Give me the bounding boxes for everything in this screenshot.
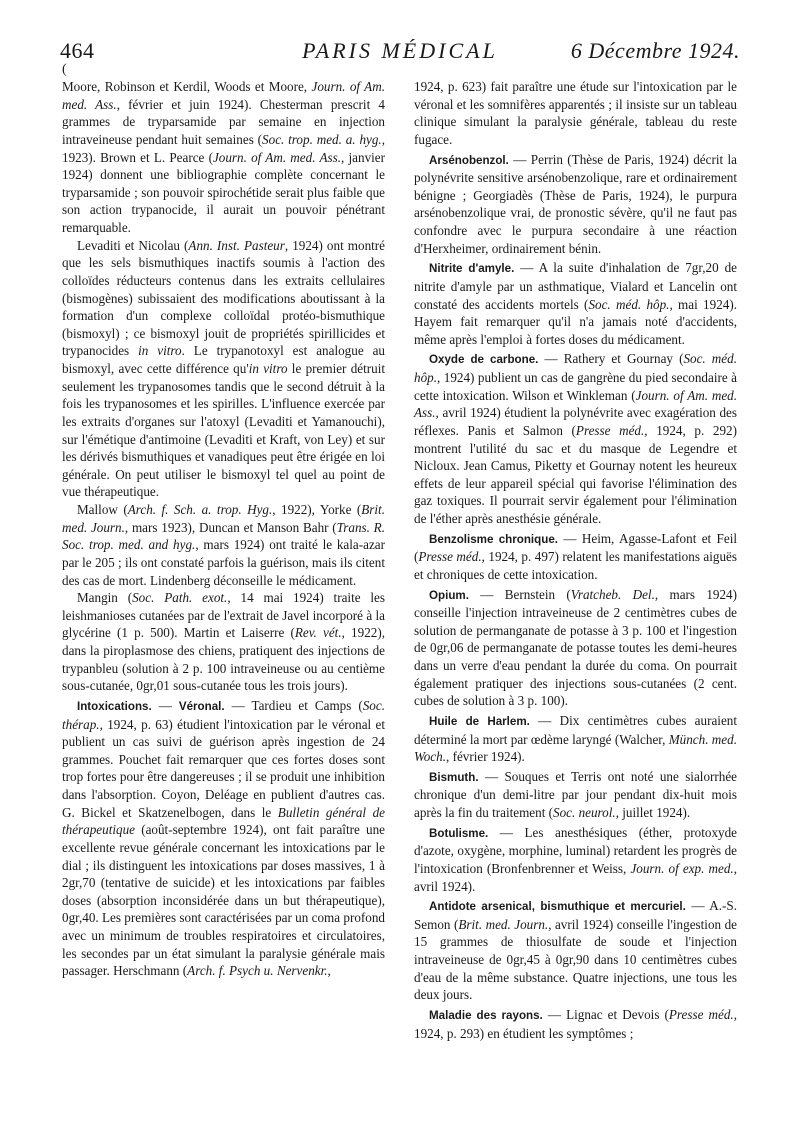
journal-title: PARIS MÉDICAL <box>302 38 498 63</box>
subsection-heading: Nitrite d'amyle. <box>429 262 515 276</box>
paragraph-nitrite-amyle: Nitrite d'amyle. — A la suite d'inhalation de 7gr,20 de nitrite d'amyle par un asthmatique, Vialard et Lancelin ont constaté des accidents mortels (Soc. méd. hôp., mai 1924). Hayem fait remarquer qu'il n'a jamais noté d'accidents, même après l'emploi à fortes doses du médicament. <box>414 260 737 347</box>
stray-mark: ( <box>62 62 67 77</box>
paragraph-bismoxyl: Levaditi et Nicolau (Ann. Inst. Pasteur, 1924) ont montré que les sels bismuthiques inactifs soumis à l'action des colloïdes réducteurs contenus dans les extraits cellulaires (bismogènes) subissaient des modifications aboutissant à la formation d'un complexe colloïdal protéo-bismuthique (bismoxyl) ; ce bismoxyl jouit de propriétés spirillicides et trypanocides in vitro. Le trypanotoxyl est analogue au bismoxyl, avec cette différence qu'in vitro le premier détruit seulement les trypanosomes tandis que le second détruit à la fois les trypanosomes et les spirilles. L'influence exercée par les extraits d'organes sur l'atoxyl (Levaditi et Yamanouchi), sur l'émétique d'antimoine (Levaditi et Kraft, von Ley) et sur les dérivés bismuthiques et vanadiques peut être érigée en loi générale. On peut utiliser le bismoxyl tel quel au point de vue thérapeutique. <box>62 237 386 500</box>
subsection-heading: Huile de Harlem. <box>429 714 530 728</box>
paragraph-kala-azar: Mallow (Arch. f. Sch. a. trop. Hyg., 1922), Yorke (Brit. med. Journ., mars 1923), Duncan et Manson Bahr (Trans. R. Soc. trop. med. and hyg., mars 1924) ont traité le kala-azar par le 205 ; ils ont constaté parfois la guérison, mais ils citent des cas de mort. Lindenberg déconseille le médicament. <box>62 502 385 588</box>
subsection-heading: Opium. <box>429 588 469 602</box>
paragraph-bismuth: Bismuth. — Souques et Terris ont noté une sialorrhée chronique d'un demi-litre par jour pendant dix-huit mois après la fin du traitement (Soc. neurol., juillet 1924). <box>414 768 737 820</box>
paragraph-tryparsamide: Moore, Robinson et Kerdil, Woods et Moore, Journ. of Am. med. Ass., février et juin 1924). Chesterman prescrit 4 grammes de tryparsamide par semaine en injection intraveineuse pendant huit semaines (Soc. trop. med. a. hyg., 1923). Brown et L. Pearce (Journ. of Am. med. Ass., janvier 1924) donnent une bibliographie complète concernant le tryparsamide ; son pouvoir spirochétide serait plus faible que son action trypanocide, il aurait un pouvoir pénétrant remarquable. <box>62 79 386 235</box>
page-number: 464 <box>60 38 95 63</box>
subsection-heading: Benzolisme chronique. <box>429 532 558 546</box>
paragraph-antidote: Antidote arsenical, bismuthique et mercuriel. — A.-S. Semon (Brit. med. Journ., avril 1924) conseille l'ingestion de 15 grammes de thiosulfate de soude et l'injection intraveineuse de 0gr,45 à 0gr,90 dans 10 centimètres cubes d'eau de la même substance. Quatre injections, une tous les deux jours. <box>414 898 737 1003</box>
subsection-heading: Arsénobenzol. <box>429 153 509 167</box>
section-heading: Intoxications. <box>77 699 152 713</box>
paragraph-continuation: 1924, p. 623) fait paraître une étude sur l'intoxication par le véronal et les somnifères apparentés ; il insiste sur un tableau clinique simulant la paralysie générale, tableau du reste fugace. <box>414 79 737 147</box>
subsection-heading: Véronal. <box>178 699 225 713</box>
subsection-heading: Botulisme. <box>429 826 489 840</box>
paragraph-botulisme: Botulisme. — Les anesthésiques (éther, protoxyde d'azote, oxygène, morphine, luminal) retardent les progrès de l'intoxication (Bronfenbrenner et Weiss, Journ. of exp. med., avril 1924). <box>414 824 737 894</box>
paragraph-opium: Opium. — Bernstein (Vratcheb. Del., mars 1924) conseille l'injection intraveineuse de 2 centimètres cubes de solution de permanganate de potasse à 3 p. 100 et l'ingestion de 0gr,06 de permanganate de potasse toutes les demi-heures dans un verre d'eau pendant la durée du coma. On pourrait également pratiquer des injections sous-cutanées (2 cent. cubes de solution à 3 p. 100). <box>414 586 737 709</box>
subsection-heading: Antidote arsenical, bismuthique et mercuriel. <box>429 900 686 914</box>
paragraph-arsenobenzol: Arsénobenzol. — Perrin (Thèse de Paris, 1924) décrit la polynévrite sensitive arsénobenzolique, rare et ordinairement bénigne ; Georgiadès (Thèse de Paris, 1924), le purpura arsénobenzolique vrai, de pronostic sévère, qu'il ne faut pas confondre avec le purpura secondaire à une réaction d'Herxheimer, ordinairement bénin. <box>414 151 737 256</box>
subsection-heading: Bismuth. <box>429 770 479 784</box>
paragraph-veronal: Intoxications. — Véronal. — Tardieu et Camps (Soc. thérap., 1924, p. 63) étudient l'intoxication par le véronal et publient un cas suivi de guérison après ingestion de 24 grammes. Pouchet fait remarquer que ces fortes doses sont trop fortes pour être dangereuses ; il se produit une inhibition dans l'absorption. Coyon, Deléage en publient d'autres cas. G. Bickel et Skatzenelbogen, dans le Bulletin général de thérapeutique (août-septembre 1924), ont fait paraître une excellente revue générale concernant les intoxications par le dial ; ils distinguent les intoxications par doses massives, 1 à 2gr,70 (tentative de suicide) et les intoxications par faibles doses (absorption inconsidérée dans un but thérapeutique), 0gr,40. Les premières sont caractérisées par un coma profond avec un minimum de troubles respiratoires et circulatoires, les secondes par un état simulant la paralysie générale mais passager. Herschmann (Arch. f. Psych u. Nervenkr., <box>62 697 386 979</box>
paragraph-benzolisme: Benzolisme chronique. — Heim, Agasse-Lafont et Feil (Presse méd., 1924, p. 497) relatent les manifestations aiguës et chroniques de cette intoxication. <box>414 530 737 582</box>
paragraph-maladie-rayons: Maladie des rayons. — Lignac et Devois (Presse méd., 1924, p. 293) en étudient les symptômes ; <box>414 1006 738 1041</box>
left-column <box>62 78 385 980</box>
running-header <box>60 38 740 68</box>
paragraph-leishmanioses: Mangin (Soc. Path. exot., 14 mai 1924) traite les leishmanioses cutanées par de l'extrait de Javel incorporé à la glycérine (1 p. 500). Martin et Laiserre (Rev. vét., 1922), dans la piroplasmose des chiens, pratiquent des injections de trypanbleu (solution à 2 p. 100 intraveineuse ou au centième sous-cutanée, 0gr,01 sous-cutanée tous les trois jours). <box>62 590 385 694</box>
issue-date: 6 Décembre 1924. <box>570 38 740 63</box>
paragraph-oxyde-carbone: Oxyde de carbone. — Rathery et Gournay (Soc. méd. hôp., 1924) publient un cas de gangrène du pied secondaire à cette intoxication. Wilson et Winkleman (Journ. of Am. med. Ass., avril 1924) étudient la polynévrite avec exagération des réflexes. Panis et Salmon (Presse méd., 1924, p. 292) montrent l'utilité du sac et du masque de Legendre et Nicloux. Jean Camus, Piketty et Gournay notent les heureux effets de leur appareil spécial qui favorise l'élimination des gaz toxiques. Il pourrait servir également pour l'élimination de l'éther après anesthésie générale. <box>414 351 738 526</box>
subsection-heading: Maladie des rayons. <box>429 1008 543 1022</box>
paragraph-huile-harlem: Huile de Harlem. — Dix centimètres cubes auraient déterminé la mort par œdème laryngé (Walcher, Münch. med. Woch., février 1924). <box>414 712 737 765</box>
right-column <box>414 78 737 1042</box>
subsection-heading: Oxyde de carbone. <box>429 353 539 367</box>
